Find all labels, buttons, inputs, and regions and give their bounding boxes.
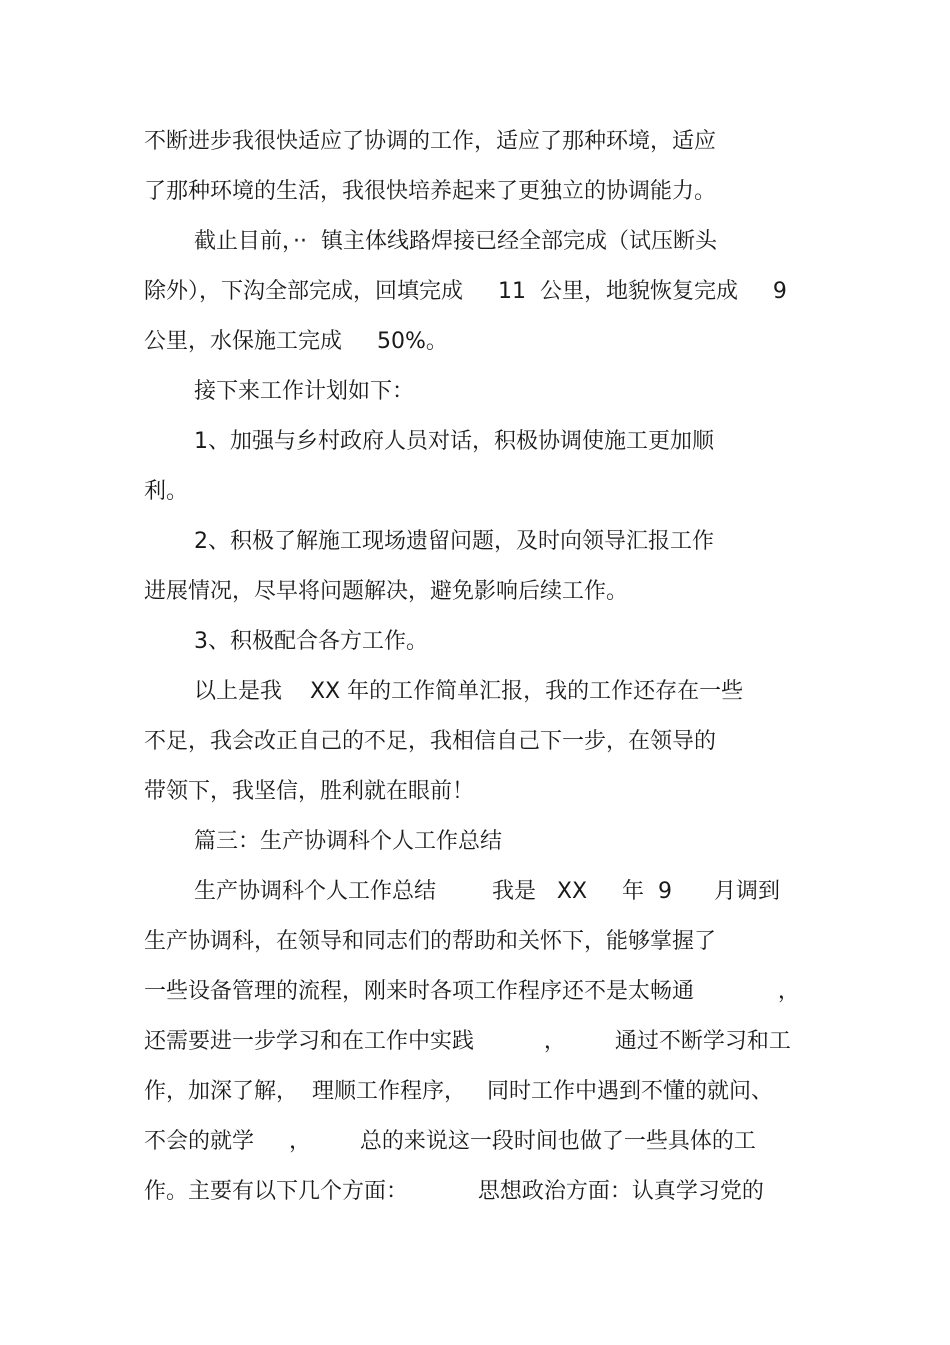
text-line: 生产协调科，在领导和同志们的帮助和关怀下，能够掌握了: [144, 929, 717, 954]
section-heading: 篇三：生产协调科个人工作总结: [194, 829, 503, 854]
text-line: 不会的就学 ， 总的来说这一段时间也做了一些具体的工: [144, 1129, 756, 1154]
text-line: 以上是我 XX 年的工作简单汇报，我的工作还存在一些: [194, 679, 744, 704]
text-line: 公里，水保施工完成 50%。: [144, 329, 448, 354]
text-line: 2、积极了解施工现场遗留问题，及时向领导汇报工作: [194, 529, 714, 554]
text-line: 生产协调科个人工作总结 我是 XX 年 9 月调到: [194, 879, 780, 904]
text-line: 作。主要有以下几个方面： 思想政治方面：认真学习党的: [144, 1179, 764, 1204]
text-line: 除外），下沟全部完成，回填完成 11 公里，地貌恢复完成 9: [144, 279, 787, 304]
text-line: 还需要进一步学习和在工作中实践 ， 通过不断学习和工: [144, 1029, 791, 1054]
text-line: 作，加深了解， 理顺工作程序， 同时工作中遇到不懂的就问、: [144, 1079, 773, 1104]
text-line: 接下来工作计划如下：: [194, 379, 415, 404]
text-line: 不断进步我很快适应了协调的工作，适应了那种环境，适应: [144, 129, 717, 154]
text-line: 不足，我会改正自己的不足，我相信自己下一步，在领导的: [144, 729, 717, 754]
text-line: 了那种环境的生活，我很快培养起来了更独立的协调能力。: [144, 179, 717, 204]
text-line: 1、加强与乡村政府人员对话，积极协调使施工更加顺: [194, 429, 714, 454]
text-line: 截止目前，·· 镇主体线路焊接已经全部完成（试压断头: [194, 229, 717, 254]
text-line: 3、积极配合各方工作。: [194, 629, 428, 654]
text-line: 带领下，我坚信，胜利就在眼前！: [144, 779, 475, 804]
text-line: 一些设备管理的流程，刚来时各项工作程序还不是太畅通 ，: [144, 979, 800, 1004]
text-line: 利。: [144, 479, 189, 504]
text-line: 进展情况，尽早将问题解决，避免影响后续工作。: [144, 579, 629, 604]
